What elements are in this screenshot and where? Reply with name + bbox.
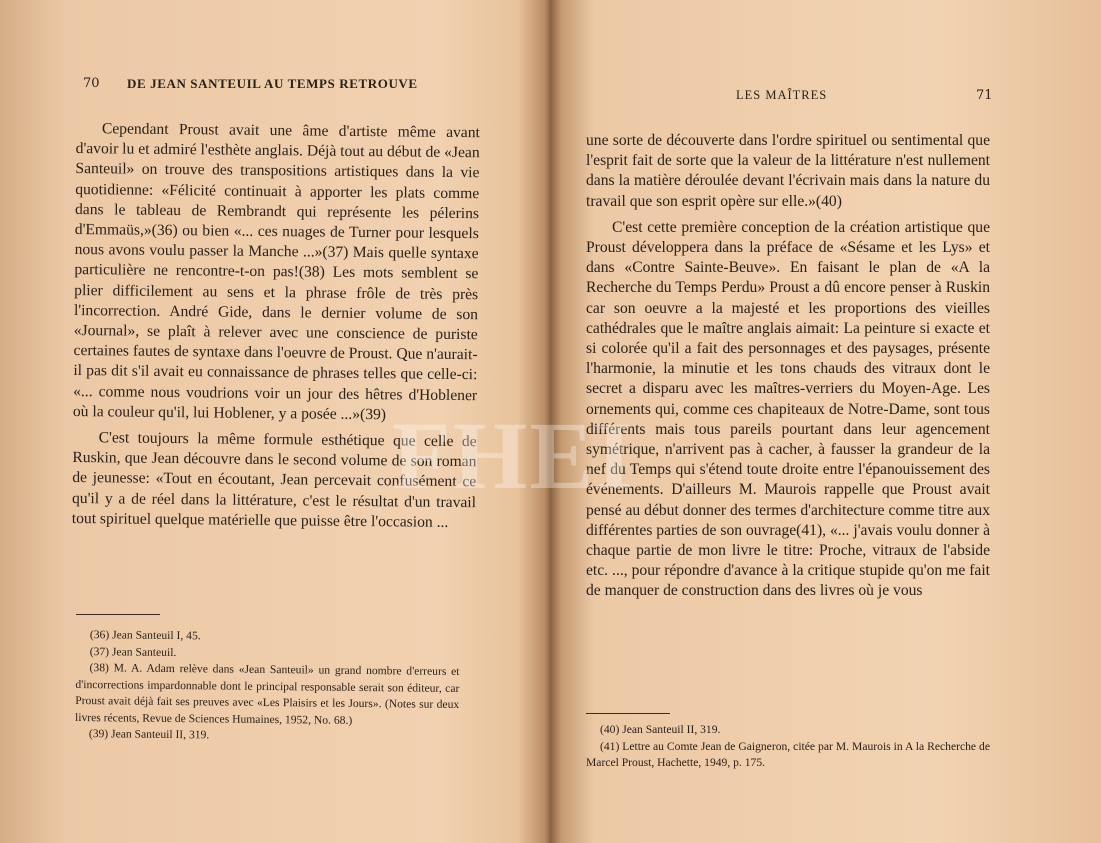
- footnote: (37) Jean Santeuil.: [89, 644, 177, 659]
- footnotes: [586, 722, 990, 772]
- page-number: 70: [83, 76, 100, 91]
- paragraph: C'est cette première conception de la création artistique que Proust développera dans la préface de «Sésame et les Lys» et dans «Contre Sainte-Beuve». En faisant le plan de «A la Recherche du Temps Perdu» Proust a dû encore penser à Ruskin car son oeuvre a la majesté et les proportions des vieilles cathédrales que le maître anglais aimait: La peinture si exacte et si colorée qu'il a fait des personnages et des paysages, présente l'harmonie, la minutie et les tons chauds des vitraux dont le secret a disparu avec les maîtres-verriers du Moyen-Age. Les ornements qui, comme ces chapiteaux de Notre-Dame, sont tous différents mais tous pareils pourtant dans leur agencement symétrique, n'arrivent pas à cacher, à fausser la grandeur de la nef du Temps qui s'étend toute droite entre l'épanouissement des événements. D'ailleurs M. Maurois rappelle que Proust avait pensé au début donner des termes d'architecture comme titre aux différentes parties de son ouvrage(41), «... j'avais voulu donner à chaque partie de mon livre le titre: Proche, vitraux de l'abside etc. ..., pour répondre d'avance à la critique stupide qu'on me fait de manquer de construction dans des livres où je vous: [586, 218, 990, 600]
- footnotes: [75, 627, 460, 747]
- footnote: (36) Jean Santeuil I, 45.: [89, 628, 201, 643]
- page-number: 71: [976, 88, 993, 103]
- running-title: DE JEAN SANTEUIL AU TEMPS RETROUVE: [127, 76, 418, 91]
- footnote: (40) Jean Santeuil II, 319.: [600, 723, 721, 736]
- body-text: [586, 131, 990, 602]
- paragraph: Cependant Proust avait une âme d'artiste même avant d'avoir lu et admiré l'esthète anglais. Déjà tout au début de «Jean Santeuil» on trouve des transpositions artistiques dans la vie quotidienne: «Félicité continuait à apporter les plats comme dans le tableau de Rembrandt qui représente les pélerins d'Emmaüs,»(36) ou bien «... ces nuages de Turner pour lesquels nous avons voulu passer la Manche ...»(37) Mais quelle syntaxe particulière ne rencontre-t-on pas!(38) Les mots semblent se plier difficilement au sens et la phrase frôle de très près l'incorrection. André Gide, dans le dernier volume de son «Journal», se plaît à relever avec une conscience de puriste certaines fautes de syntaxe dans l'oeuvre de Proust. Que n'aurait-il pas dit s'il avait eu connaissance de phrases telles que celle-ci: «... comme nous voudrions voir un jour des hêtres d'Hoblener où la couleur qu'il, lui Hoblener, y a posée ...»(39): [72, 120, 480, 424]
- running-title: LES MAÎTRES: [736, 88, 828, 102]
- footnote: (39) Jean Santeuil II, 319.: [88, 727, 210, 742]
- watermark: FHEI: [392, 402, 635, 509]
- paragraph: une sorte de découverte dans l'ordre spirituel ou sentimental que l'esprit fait de sorte que la valeur de la littérature n'est nullement dans la matière déroulée devant l'écrivain mais dans la nature du travail que son esprit opère sur elle.»(40): [586, 132, 990, 210]
- footnote-rule: [586, 713, 670, 714]
- footnote-rule: [76, 614, 160, 615]
- paragraph: C'est toujours la même formule esthétique que celle de Ruskin, que Jean découvre dans le second volume de son roman de jeunesse: «Tout en écoutant, Jean percevait confusément ce qu'il y a de réel dans la littérature, c'est le résultat d'un travail tout spirituel quelque matérielle que puisse être l'occasion ...: [71, 429, 477, 531]
- footnote: (38) M. A. Adam relève dans «Jean Santeuil» un grand nombre d'erreurs et d'incorrections impardonnable dont le principal responsable serait son éditeur, car Proust avait déjà fait ses preuves avec «Les Plaisirs et les Jours». (Notes sur deux livres récents, Revue de Sciences Humaines, 1952, No. 68.): [74, 661, 460, 727]
- footnote: (41) Lettre au Comte Jean de Gaigneron, citée par M. Maurois in A la Recherche de Marcel Proust, Hachette, 1949, p. 175.: [586, 739, 990, 769]
